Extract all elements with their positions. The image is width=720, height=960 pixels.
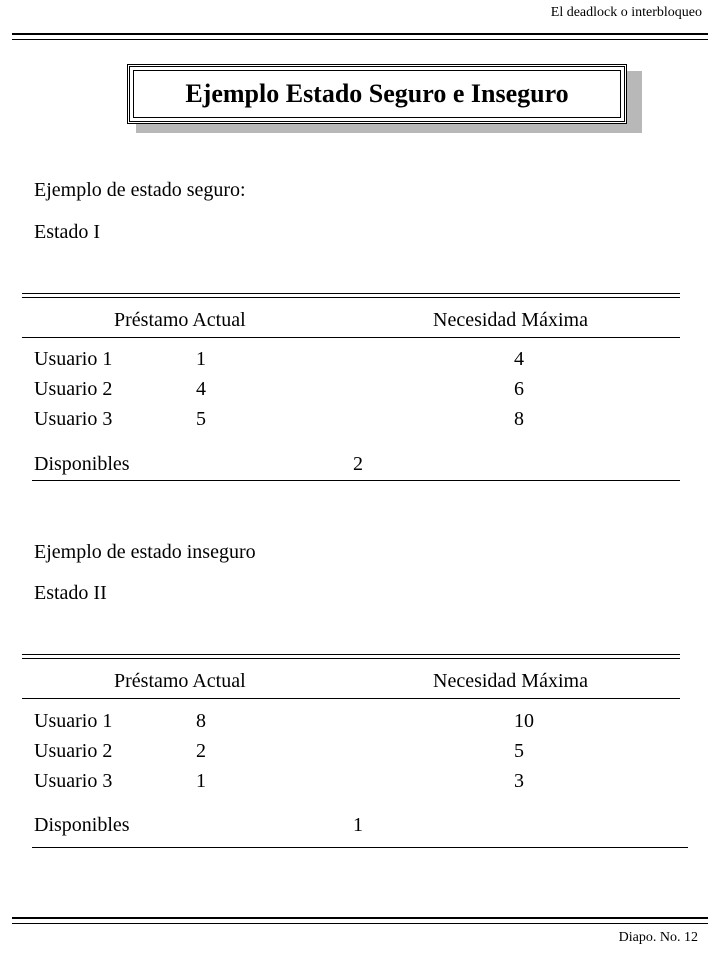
current-loan: 2 [196, 740, 206, 762]
table-row [34, 770, 554, 800]
unsafe-header-rule [22, 698, 680, 699]
user-name: Usuario 3 [34, 408, 113, 430]
safe-intro: Ejemplo de estado seguro: [34, 179, 246, 201]
max-need: 6 [514, 378, 524, 400]
unsafe-available-value: 1 [353, 814, 363, 836]
unsafe-col-max-header: Necesidad Máxima [433, 670, 588, 692]
unsafe-table-top-rule [22, 654, 680, 659]
current-loan: 5 [196, 408, 206, 430]
unsafe-state-label: Estado II [34, 582, 107, 604]
user-name: Usuario 1 [34, 710, 113, 732]
header-title: El deadlock o interbloqueo [550, 5, 702, 20]
safe-state-label: Estado I [34, 221, 101, 243]
max-need: 8 [514, 408, 524, 430]
unsafe-intro: Ejemplo de estado inseguro [34, 541, 256, 563]
current-loan: 1 [196, 770, 206, 792]
max-need: 4 [514, 348, 524, 370]
safe-col-current-header: Préstamo Actual [114, 309, 246, 331]
user-name: Usuario 3 [34, 770, 113, 792]
footer-rule [12, 917, 708, 924]
table-row [34, 710, 554, 740]
safe-table-top-rule [22, 293, 680, 298]
table-row [34, 740, 554, 770]
max-need: 5 [514, 740, 524, 762]
safe-table-bottom-rule [32, 480, 680, 481]
table-row [34, 408, 554, 438]
slide-number: Diapo. No. 12 [618, 930, 698, 945]
user-name: Usuario 1 [34, 348, 113, 370]
max-need: 10 [514, 710, 534, 732]
page-title: Ejemplo Estado Seguro e Inseguro [133, 70, 621, 118]
safe-available-label: Disponibles [34, 453, 130, 475]
unsafe-table-bottom-rule [32, 847, 688, 848]
table-row [34, 378, 554, 408]
current-loan: 1 [196, 348, 206, 370]
user-name: Usuario 2 [34, 740, 113, 762]
unsafe-available-label: Disponibles [34, 814, 130, 836]
safe-col-max-header: Necesidad Máxima [433, 309, 588, 331]
safe-header-rule [22, 337, 680, 338]
current-loan: 4 [196, 378, 206, 400]
header-rule [12, 33, 708, 40]
max-need: 3 [514, 770, 524, 792]
user-name: Usuario 2 [34, 378, 113, 400]
title-box [127, 64, 627, 124]
unsafe-col-current-header: Préstamo Actual [114, 670, 246, 692]
safe-available-value: 2 [353, 453, 363, 475]
table-row [34, 348, 554, 378]
current-loan: 8 [196, 710, 206, 732]
